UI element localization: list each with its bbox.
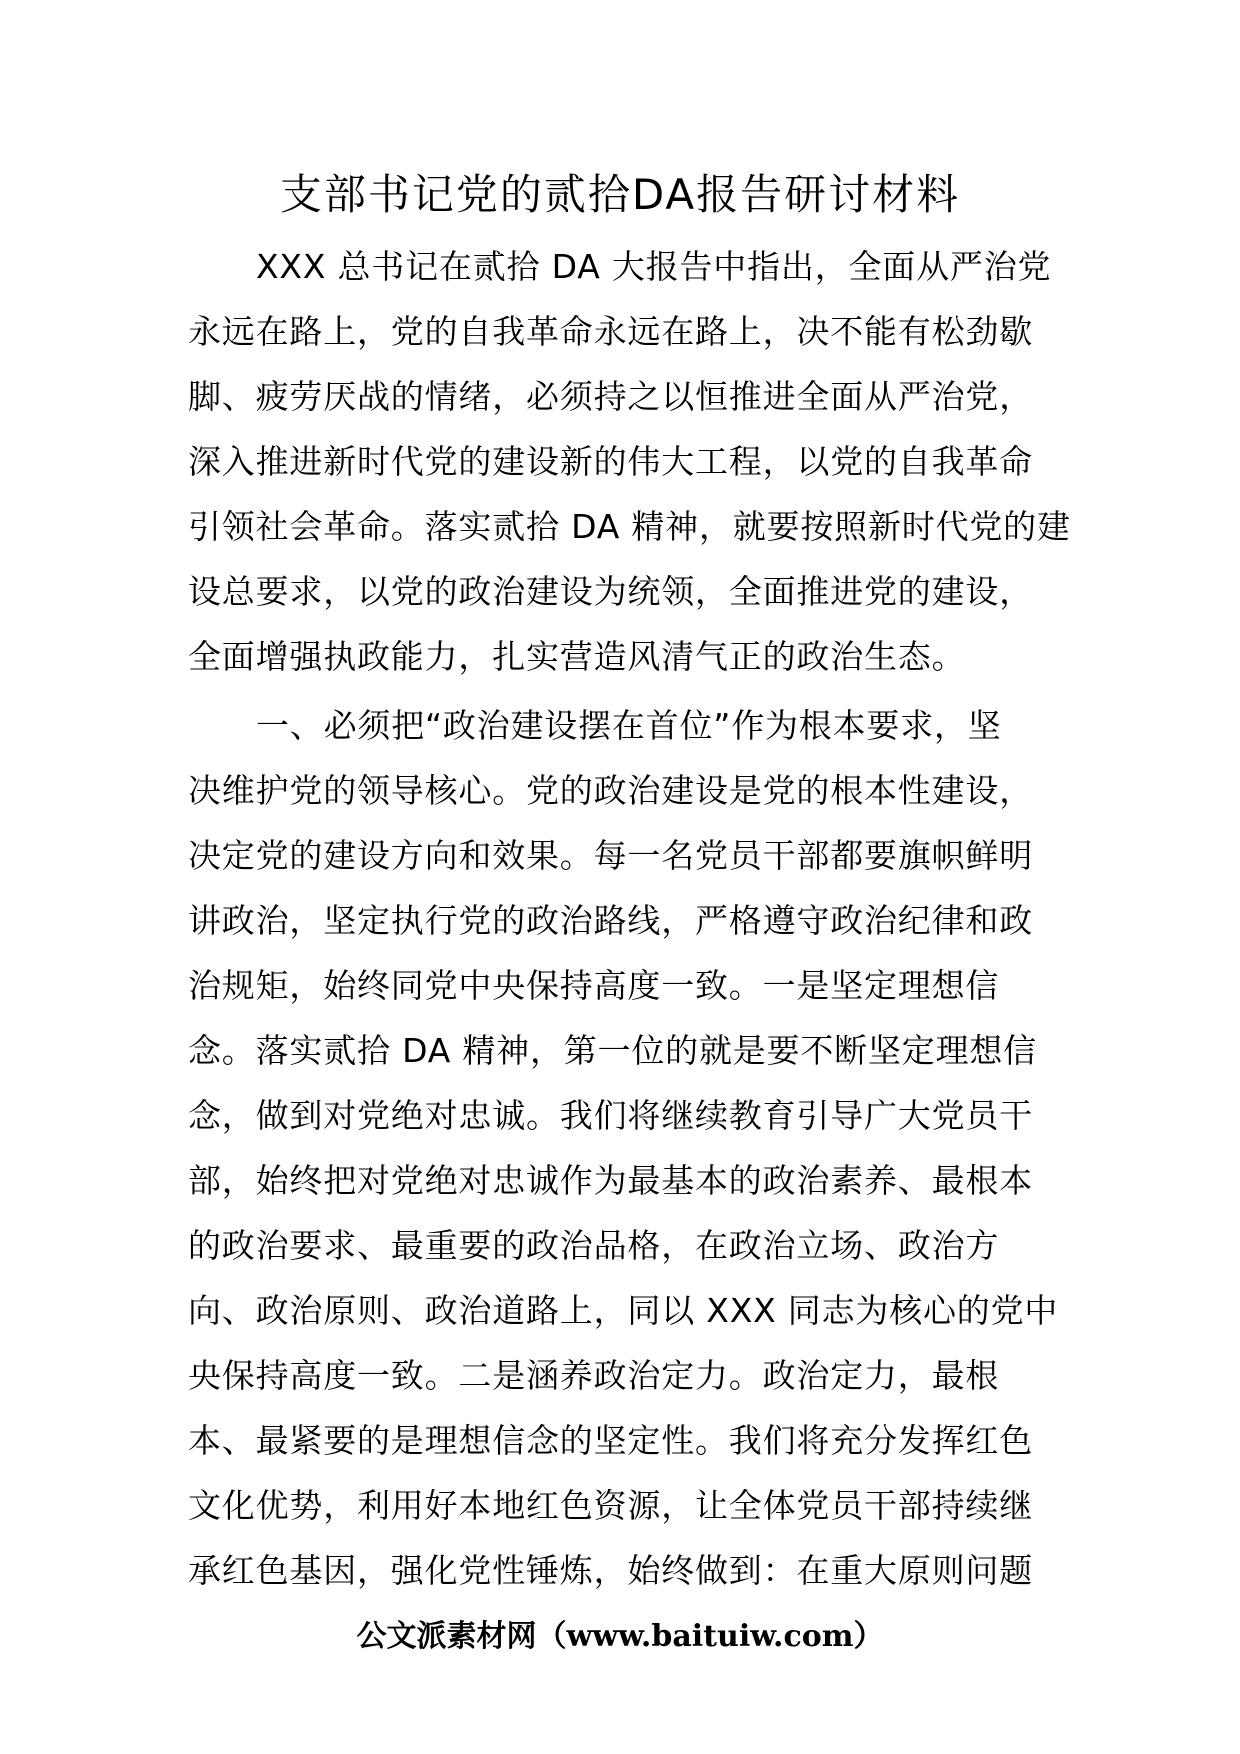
text-line: 脚、疲劳厌战的情绪，必须持之以恒推进全面从严治党，: [188, 377, 1033, 416]
text-line: 设总要求，以党的政治建设为统领，全面推进党的建设，: [188, 572, 1033, 611]
footer-watermark: 公文派素材网（www.baituiw.com）: [356, 1619, 884, 1654]
text-line: 引领社会革命。落实贰拾 DA 精神，就要按照新时代党的建: [188, 507, 1071, 546]
text-line: 文化优势，利用好本地红色资源，让全体党员干部持续继: [188, 1486, 1033, 1525]
text-line: 一、必须把“政治建设摆在首位”作为根本要求，坚: [256, 706, 1002, 745]
text-line: 央保持高度一致。二是涵养政治定力。政治定力，最根: [188, 1356, 1000, 1395]
text-line: 深入推进新时代党的建设新的伟大工程，以党的自我革命: [188, 442, 1033, 481]
document-body: [188, 234, 1071, 1603]
text-line: 本、最紧要的是理想信念的坚定性。我们将充分发挥红色: [188, 1421, 1033, 1460]
text-line: 决定党的建设方向和效果。每一名党员干部都要旗帜鲜明: [188, 836, 1033, 875]
text-line: 承红色基因，强化党性锤炼，始终做到：在重大原则问题: [188, 1551, 1033, 1590]
text-line: 决维护党的领导核心。党的政治建设是党的根本性建设，: [188, 771, 1033, 810]
document-title: 支部书记党的贰拾DA报告研讨材料: [279, 170, 961, 219]
text-line: 全面增强执政能力，扎实营造风清气正的政治生态。: [188, 637, 966, 676]
text-line: 念，做到对党绝对忠诚。我们将继续教育引导广大党员干: [188, 1096, 1033, 1135]
text-line: 治规矩，始终同党中央保持高度一致。一是坚定理想信: [188, 966, 1000, 1005]
text-line: 永远在路上，党的自我革命永远在路上，决不能有松劲歇: [188, 312, 1033, 351]
text-line: XXX 总书记在贰拾 DA 大报告中指出，全面从严治党: [256, 247, 1052, 286]
text-line: 向、政治原则、政治道路上，同以 XXX 同志为核心的党中: [188, 1291, 1059, 1330]
text-line: 念。落实贰拾 DA 精神，第一位的就是要不断坚定理想信: [188, 1031, 1037, 1070]
text-line: 讲政治，坚定执行党的政治路线，严格遵守政治纪律和政: [188, 901, 1033, 940]
paragraph-intro: [188, 234, 1071, 689]
text-line: 部，始终把对党绝对忠诚作为最基本的政治素养、最根本: [188, 1161, 1033, 1200]
text-line: 的政治要求、最重要的政治品格，在政治立场、政治方: [188, 1226, 1000, 1265]
paragraph-section-one: [188, 693, 1060, 1603]
